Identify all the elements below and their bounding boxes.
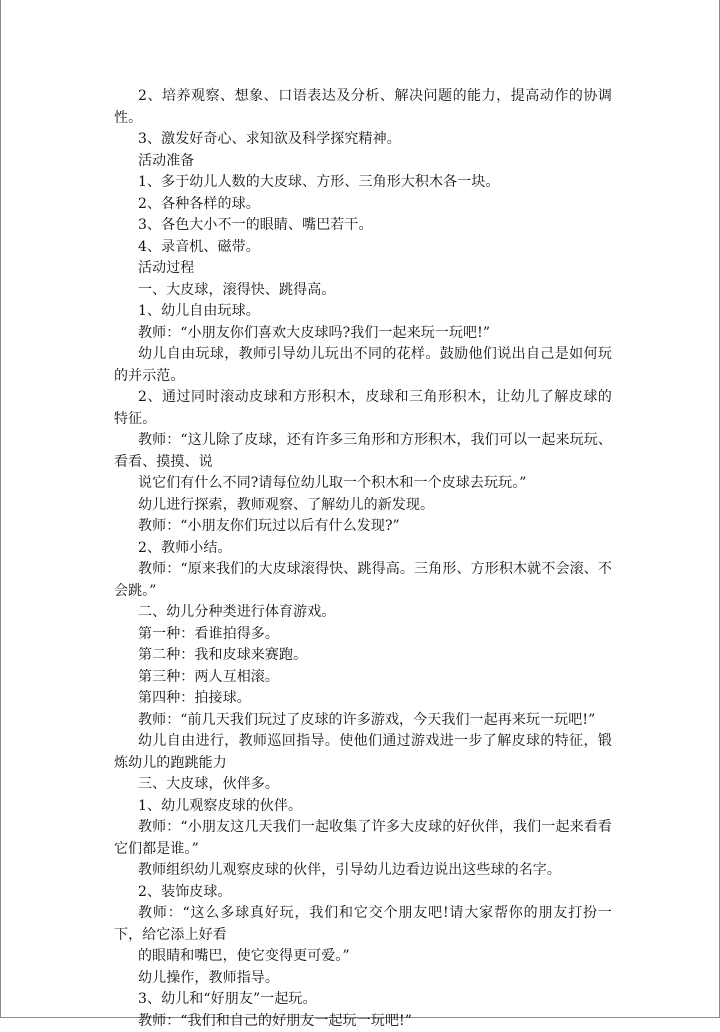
paragraph-game-2: 第二种：我和皮球来赛跑。 [114,645,612,667]
paragraph-body: 幼儿进行探索，教师观察、了解幼儿的新发现。 [114,495,612,517]
section-heading-process: 活动过程 [114,258,612,280]
paragraph-goal-3: 3、激发好奇心、求知欲及科学探究精神。 [114,129,612,151]
paragraph-game-1: 第一种：看谁拍得多。 [114,624,612,646]
paragraph-teacher-quote: 教师：“小朋友你们喜欢大皮球吗?我们一起来玩一玩吧!” [114,323,612,345]
paragraph-body: 幼儿自由进行，教师巡回指导。使他们通过游戏进一步了解皮球的特征，锻炼幼儿的跑跳能力 [114,731,612,774]
paragraph-step-3-2: 2、装饰皮球。 [114,882,612,904]
page-border-left [0,0,1,1018]
paragraph-prep-2: 2、各种各样的球。 [114,194,612,216]
paragraph-step-1-1: 1、幼儿自由玩球。 [114,301,612,323]
paragraph-body: 幼儿自由玩球，教师引导幼儿玩出不同的花样。鼓励他们说出自己是如何玩的并示范。 [114,344,612,387]
paragraph-teacher-quote: 教师：“这么多球真好玩，我们和它交个朋友吧!请大家帮你的朋友打扮一下，给它添上好看 [114,903,612,946]
paragraph-prep-3: 3、各色大小不一的眼睛、嘴巴若干。 [114,215,612,237]
paragraph-teacher-quote: 教师：“这儿除了皮球，还有许多三角形和方形积木，我们可以一起来玩玩、看看、摸摸、说 [114,430,612,473]
paragraph-game-3: 第三种：两人互相滚。 [114,667,612,689]
paragraph-teacher-quote: 教师：“小朋友你们玩过以后有什么发现?” [114,516,612,538]
document-body [114,86,612,1032]
section-heading-preparation: 活动准备 [114,151,612,173]
paragraph-prep-1: 1、多于幼儿人数的大皮球、方形、三角形大积木各一块。 [114,172,612,194]
paragraph-body: 说它们有什么不同?请每位幼儿取一个积木和一个皮球去玩玩。” [114,473,612,495]
paragraph-game-4: 第四种：拍接球。 [114,688,612,710]
paragraph-teacher-quote: 教师：“前几天我们玩过了皮球的许多游戏，今天我们一起再来玩一玩吧!” [114,710,612,732]
paragraph-step-1-2: 2、通过同时滚动皮球和方形积木，皮球和三角形积木，让幼儿了解皮球的特征。 [114,387,612,430]
paragraph-teacher-quote: 教师：“小朋友这几天我们一起收集了许多大皮球的好伙伴，我们一起来看看它们都是谁。” [114,817,612,860]
paragraph-step-3-3: 3、幼儿和“好朋友”一起玩。 [114,989,612,1011]
paragraph-body: 幼儿操作，教师指导。 [114,968,612,990]
paragraph-step-1-3: 2、教师小结。 [114,538,612,560]
paragraph-goal-2: 2、培养观察、想象、口语表达及分析、解决问题的能力，提高动作的协调性。 [114,86,612,129]
paragraph-prep-4: 4、录音机、磁带。 [114,237,612,259]
paragraph-body: 教师组织幼儿观察皮球的伙伴，引导幼儿边看边说出这些球的名字。 [114,860,612,882]
paragraph-part-1-title: 一、大皮球，滚得快、跳得高。 [114,280,612,302]
paragraph-body: 的眼睛和嘴巴，使它变得更可爱。” [114,946,612,968]
paragraph-teacher-quote: 教师：“我们和自己的好朋友一起玩一玩吧!” [114,1011,612,1032]
paragraph-step-3-1: 1、幼儿观察皮球的伙伴。 [114,796,612,818]
paragraph-teacher-quote: 教师：“原来我们的大皮球滚得快、跳得高。三角形、方形积木就不会滚、不会跳。” [114,559,612,602]
paragraph-part-2-title: 二、幼儿分种类进行体育游戏。 [114,602,612,624]
paragraph-part-3-title: 三、大皮球，伙伴多。 [114,774,612,796]
